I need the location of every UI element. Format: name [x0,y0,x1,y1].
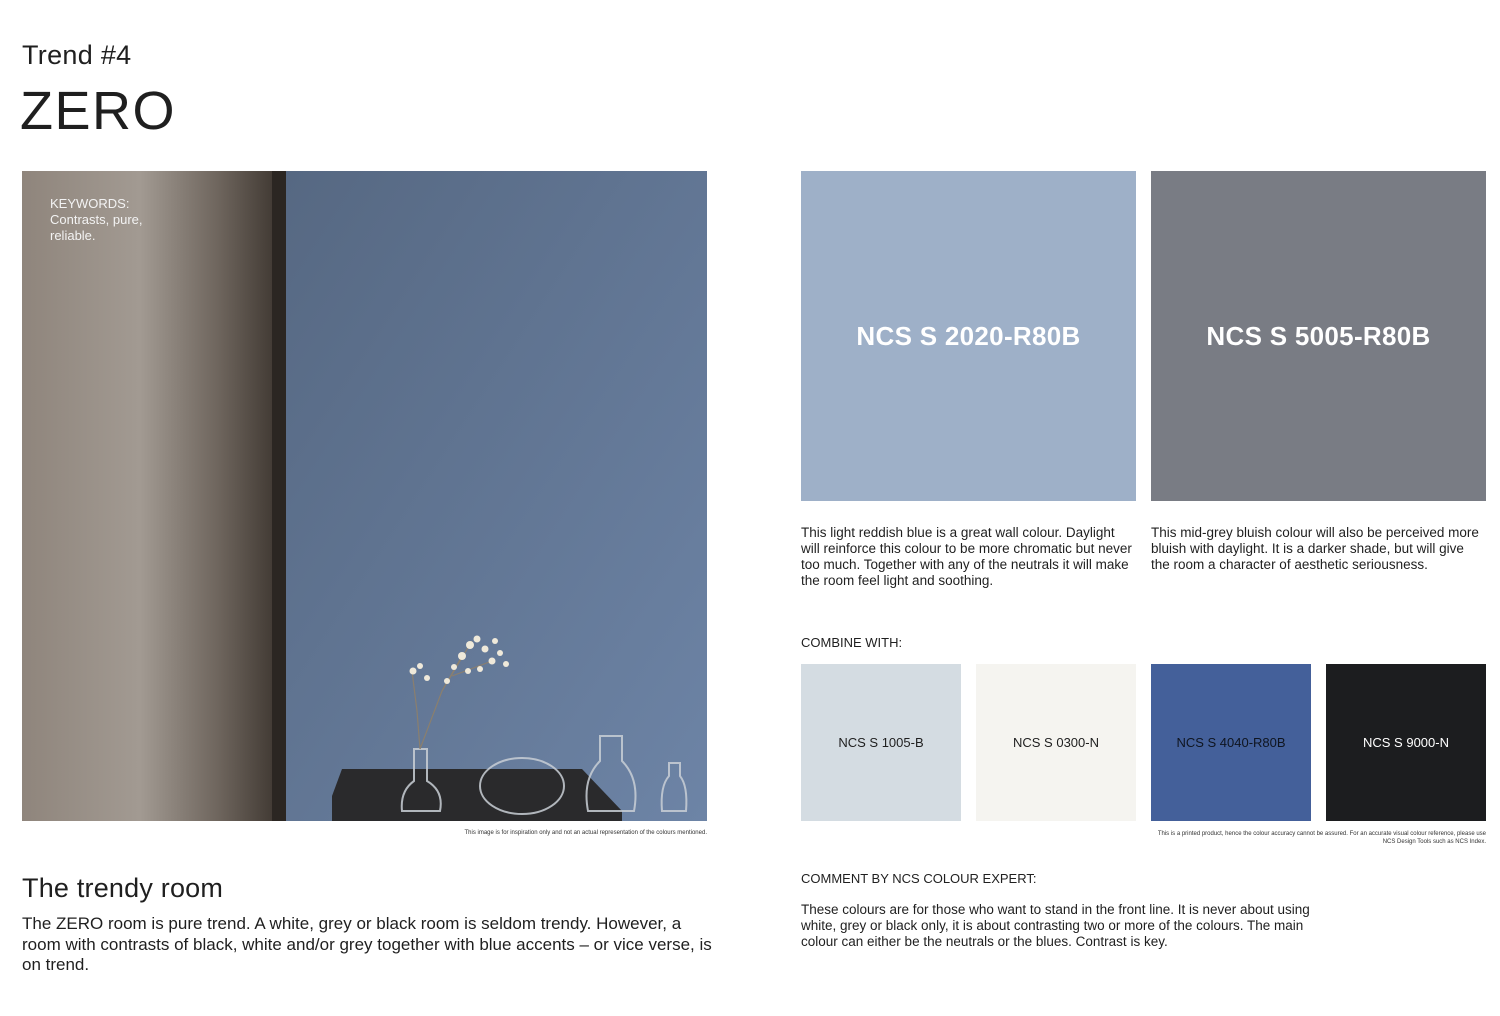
main-colour-swatch [1151,171,1486,501]
combine-colour-code: NCS S 9000-N [1363,735,1449,750]
keywords-box [50,196,170,244]
main-colour-code: NCS S 5005-R80B [1206,320,1431,351]
keywords-text: Contrasts, pure, reliable. [50,212,143,243]
main-colour-description: This mid-grey bluish colour will also be perceived more bluish with daylight. It is a darker shade, but will give the room a character of aesthetic seriousness. [1151,525,1479,572]
combine-colour-code: NCS S 0300-N [1013,735,1099,750]
print-accuracy-note: This is a printed product, hence the colour accuracy cannot be assured. For an accurate visual colour reference, please use NCS Design Tools such as NCS Index. [1157,831,1486,845]
expert-comment: These colours are for those who want to stand in the front line. It is never about using white, grey or black only, it is about contrasting two or more of the colours. The main colour can either be the neutrals or the blues. Contrast is key. [801,902,1310,949]
combine-swatch [1326,664,1486,821]
inspiration-photo [22,171,707,821]
trend-number: Trend #4 [22,40,132,70]
combine-swatch [976,664,1136,821]
combine-colour-code: NCS S 4040-R80B [1176,735,1286,750]
photo-disclaimer: This image is for inspiration only and not an actual representation of the colours mentioned. [464,830,707,836]
combine-label: COMBINE WITH: [801,635,903,650]
room-description: The ZERO room is pure trend. A white, grey or black room is seldom trendy. However, a room with contrasts of black, white and/or grey together with blue accents – or vice verse, is on trend. [22,914,712,974]
combine-colour-code: NCS S 1005-B [838,735,924,750]
main-colour-code: NCS S 2020-R80B [856,320,1081,351]
main-colour-description: This light reddish blue is a great wall colour. Daylight will reinforce this colour to be more chromatic but never too much. Together with any of the neutrals it will make the room feel light and soothing. [801,525,1132,588]
combine-swatch [1151,664,1311,821]
room-heading: The trendy room [22,873,224,903]
comment-label: COMMENT BY NCS COLOUR EXPERT: [801,871,1037,886]
combine-swatch [801,664,961,821]
keywords-label: KEYWORDS: [50,196,130,211]
page-title: ZERO [20,81,177,141]
room-illustration [22,171,707,821]
main-colour-swatch [801,171,1136,501]
